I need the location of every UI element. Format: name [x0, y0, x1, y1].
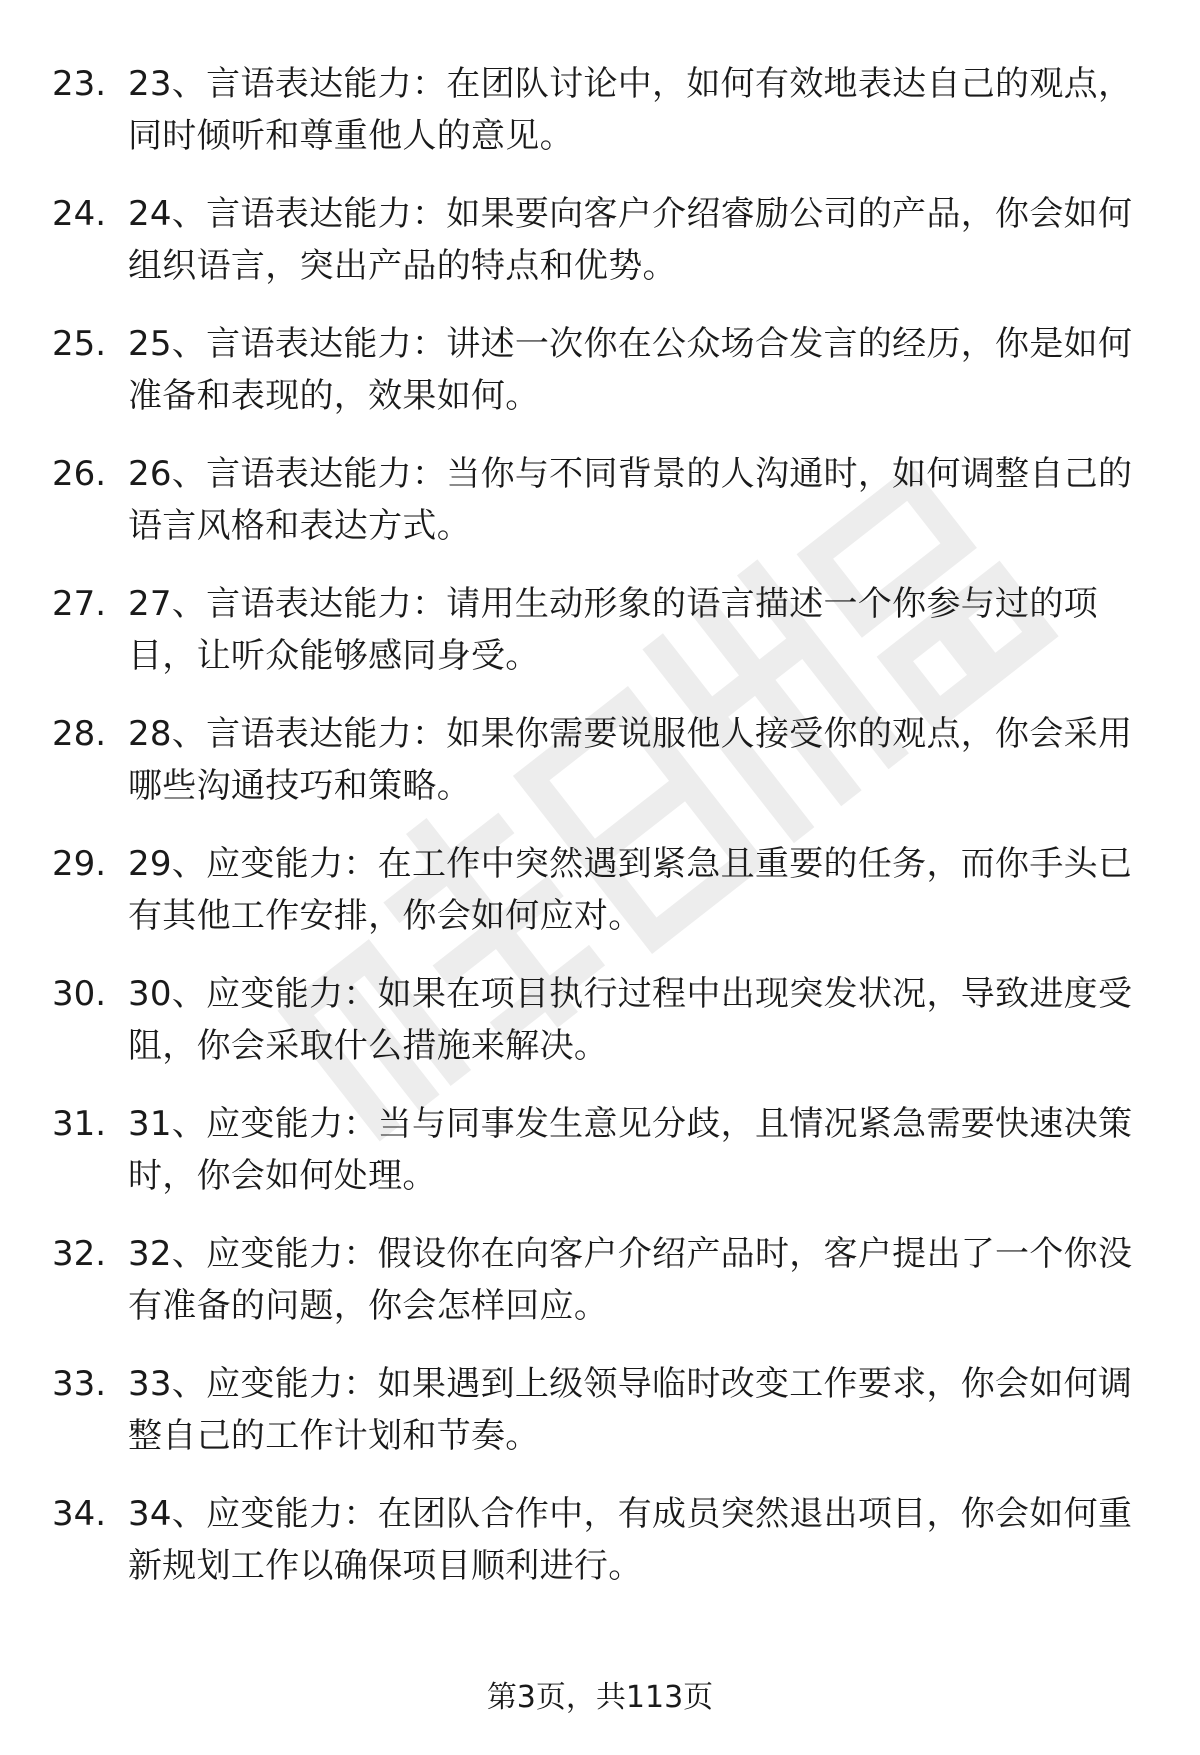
item-text: 31、应变能力：当与同事发生意见分歧，且情况紧急需要快速决策时，你会如何处理。	[128, 1104, 1133, 1196]
item-text: 25、言语表达能力：讲述一次你在公众场合发言的经历，你是如何准备和表现的，效果如何。	[128, 324, 1133, 416]
item-number: 24.	[52, 194, 107, 234]
item-text: 24、言语表达能力：如果要向客户介绍睿励公司的产品，你会如何组织语言，突出产品的特点和优势。	[128, 194, 1133, 286]
item-text: 34、应变能力：在团队合作中，有成员突然退出项目，你会如何重新规划工作以确保项目顺利进行。	[128, 1494, 1133, 1586]
item-text: 27、言语表达能力：请用生动形象的语言描述一个你参与过的项目，让听众能够感同身受。	[128, 584, 1098, 676]
item-number: 25.	[52, 324, 107, 364]
list-item	[0, 838, 1200, 968]
item-number: 34.	[52, 1494, 107, 1534]
item-number: 31.	[52, 1104, 107, 1144]
page-indicator: 第3页，共113页	[486, 1680, 714, 1715]
item-number: 29.	[52, 844, 107, 884]
item-text: 30、应变能力：如果在项目执行过程中出现突发状况，导致进度受阻，你会采取什么措施来解决。	[128, 974, 1133, 1066]
item-number: 27.	[52, 584, 107, 624]
list-item	[0, 58, 1200, 188]
list-item	[0, 188, 1200, 318]
item-number: 32.	[52, 1234, 107, 1274]
list-item	[0, 708, 1200, 838]
page-footer	[0, 1678, 1200, 1718]
list-item	[0, 1228, 1200, 1358]
item-number: 33.	[52, 1364, 107, 1404]
item-number: 28.	[52, 714, 107, 754]
question-list	[0, 58, 1200, 1618]
list-item	[0, 448, 1200, 578]
list-item	[0, 968, 1200, 1098]
item-number: 26.	[52, 454, 107, 494]
item-text: 23、言语表达能力：在团队讨论中，如何有效地表达自己的观点，同时倾听和尊重他人的意见。	[128, 64, 1133, 156]
list-item	[0, 578, 1200, 708]
list-item	[0, 318, 1200, 448]
list-item	[0, 1358, 1200, 1488]
item-number: 30.	[52, 974, 107, 1014]
item-text: 28、言语表达能力：如果你需要说服他人接受你的观点，你会采用哪些沟通技巧和策略。	[128, 714, 1133, 806]
list-item	[0, 1098, 1200, 1228]
list-item	[0, 1488, 1200, 1618]
item-text: 33、应变能力：如果遇到上级领导临时改变工作要求，你会如何调整自己的工作计划和节奏。	[128, 1364, 1133, 1456]
item-text: 32、应变能力：假设你在向客户介绍产品时，客户提出了一个你没有准备的问题，你会怎样回应。	[128, 1234, 1133, 1326]
item-text: 26、言语表达能力：当你与不同背景的人沟通时，如何调整自己的语言风格和表达方式。	[128, 454, 1133, 546]
item-number: 23.	[52, 64, 107, 104]
item-text: 29、应变能力：在工作中突然遇到紧急且重要的任务，而你手头已有其他工作安排，你会如何应对。	[128, 844, 1133, 936]
